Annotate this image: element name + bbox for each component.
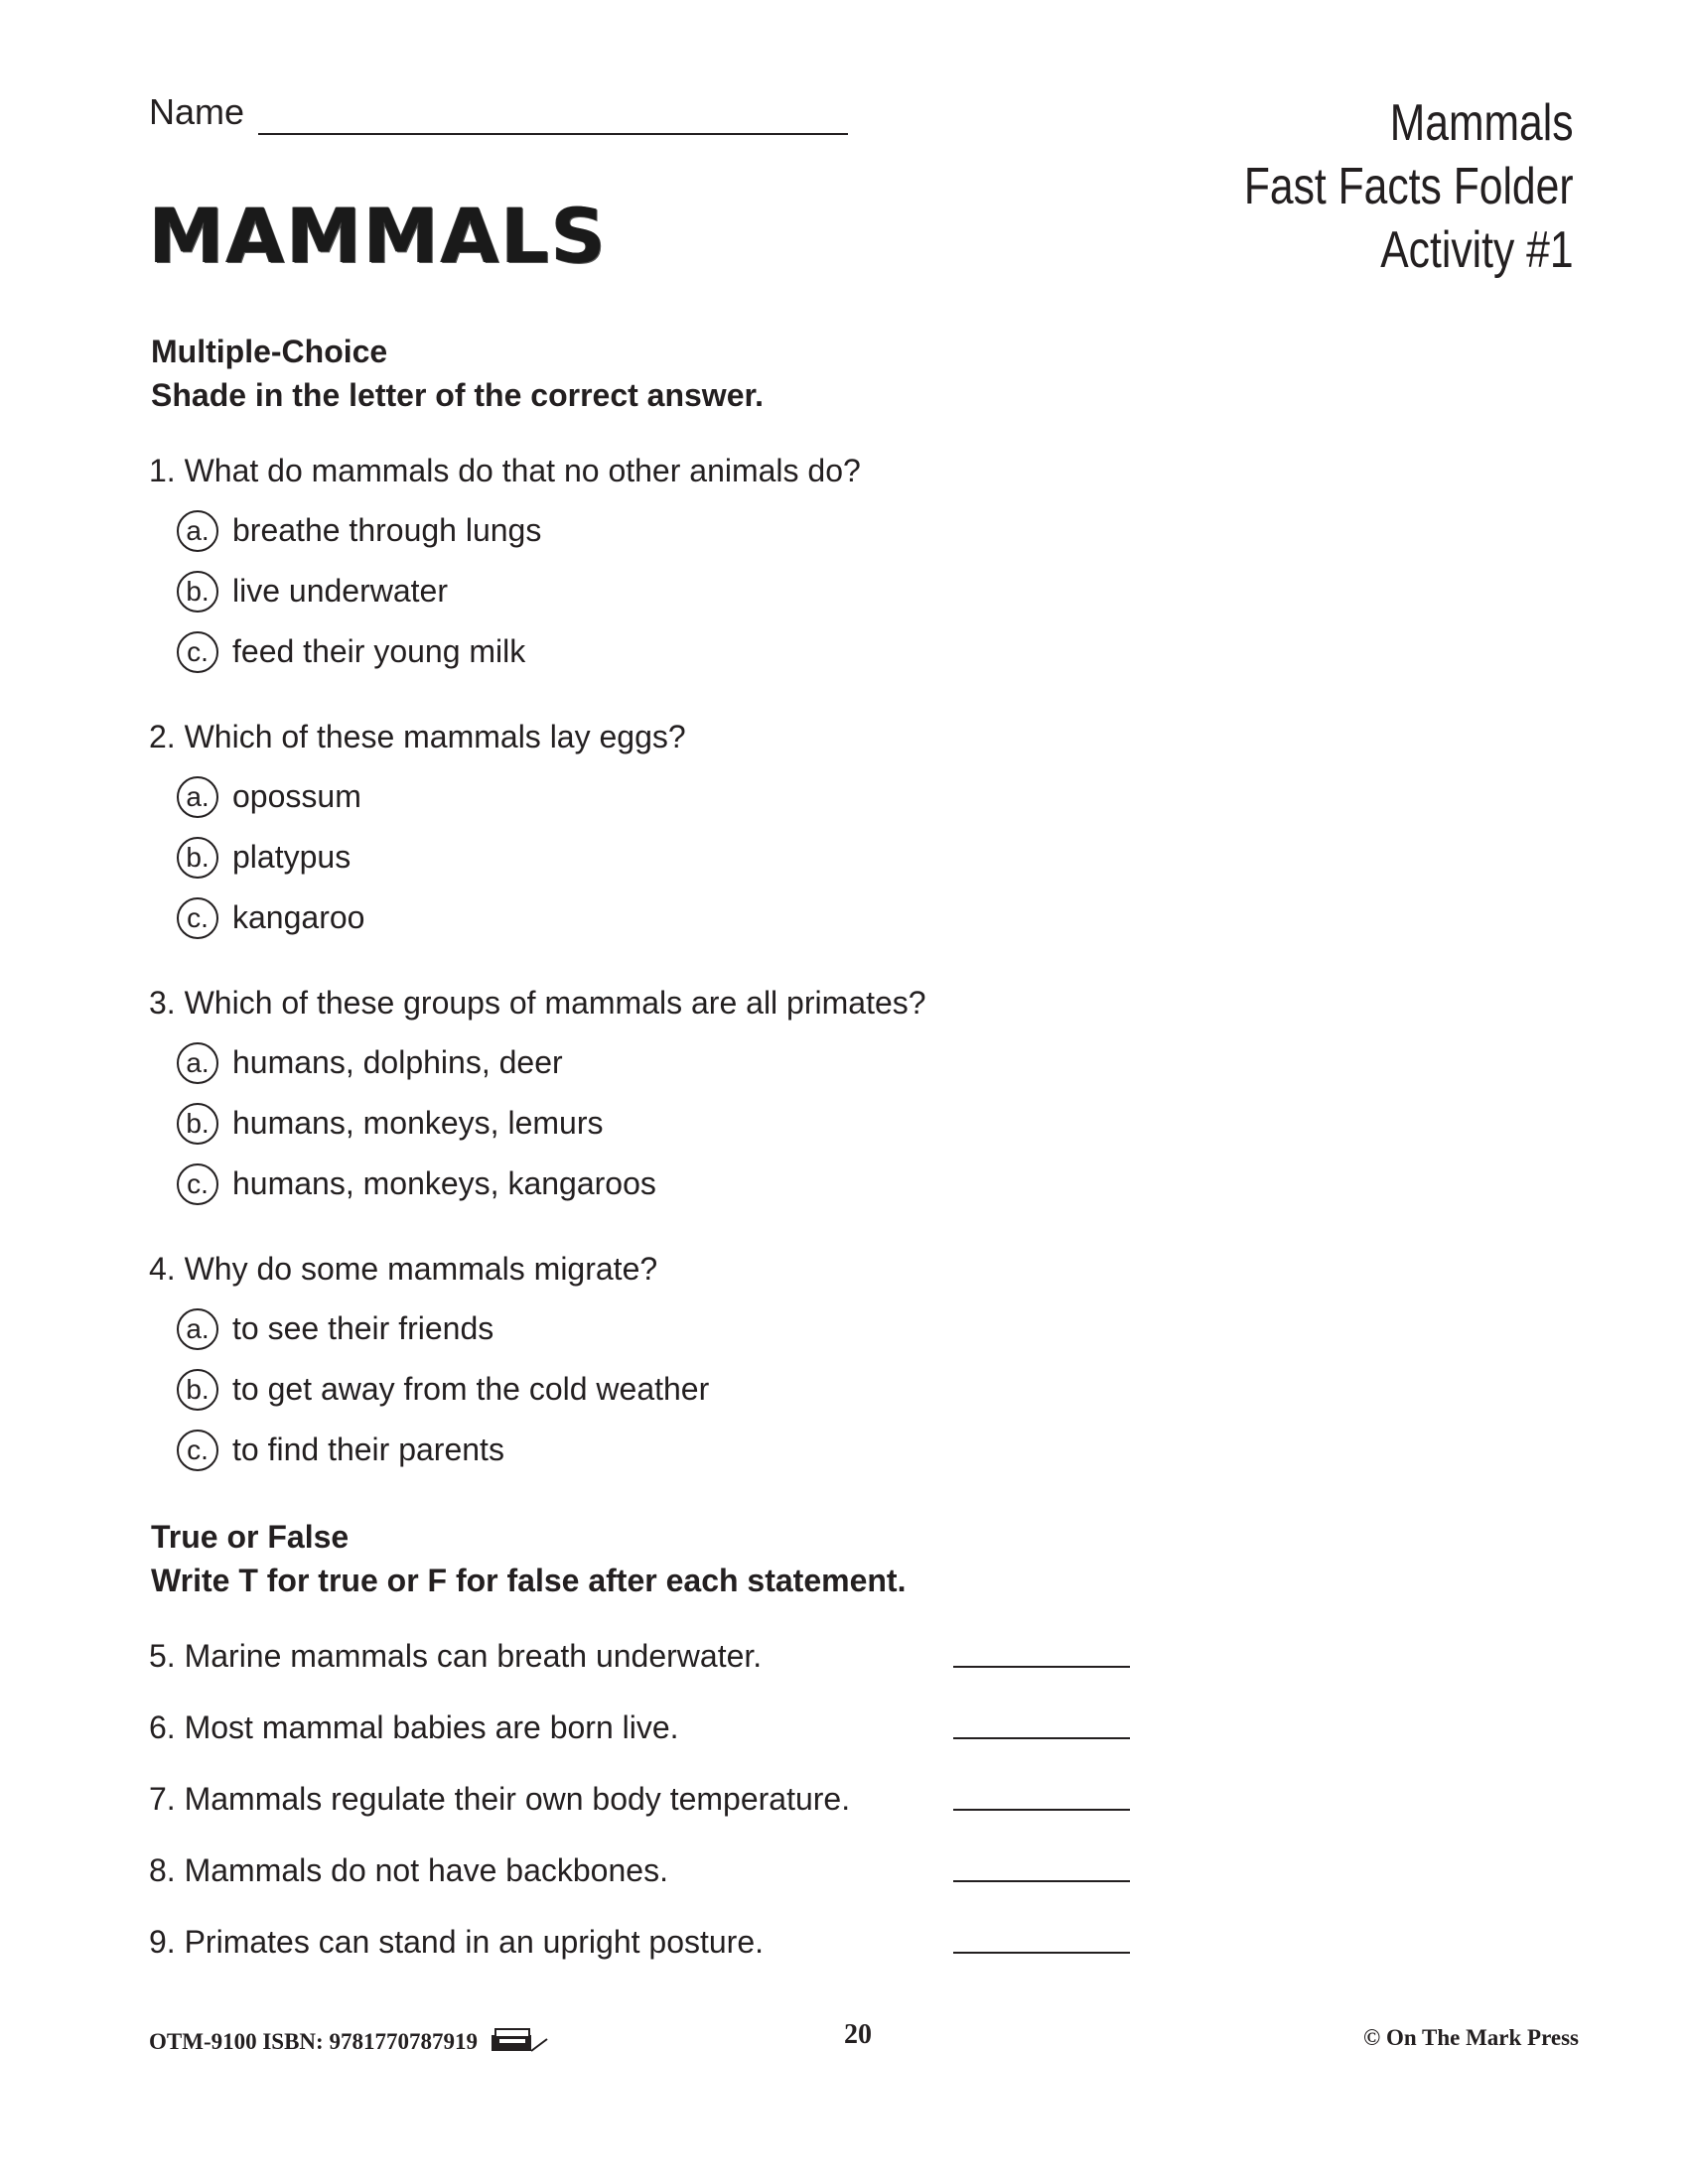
publisher-copyright: © On The Mark Press <box>1363 2025 1579 2050</box>
question-1: 1. What do mammals do that no other animals do? <box>149 453 861 488</box>
answer-bubble[interactable]: c. <box>177 897 218 939</box>
true-false-instruction: Write T for true or F for false after each statement. <box>151 1563 907 1598</box>
title-line-1: Mammals <box>1390 94 1574 152</box>
name-field-row <box>149 91 244 133</box>
multiple-choice-heading: Multiple-Choice <box>151 334 388 369</box>
answer-bubble[interactable]: b. <box>177 571 218 613</box>
option-text: opossum <box>232 778 361 814</box>
footer-catalog-info <box>149 2025 551 2061</box>
answer-bubble[interactable]: b. <box>177 1103 218 1145</box>
answer-blank-5[interactable] <box>953 1666 1130 1668</box>
question-3: 3. Which of these groups of mammals are all primates? <box>149 985 926 1021</box>
name-label: Name <box>149 91 245 132</box>
statement-7: 7. Mammals regulate their own body temperature. <box>149 1781 851 1817</box>
answer-blank-8[interactable] <box>953 1880 1130 1882</box>
option-text: to get away from the cold weather <box>232 1371 710 1407</box>
option-text: to see their friends <box>232 1310 494 1346</box>
answer-bubble[interactable]: b. <box>177 1369 218 1411</box>
multiple-choice-instruction: Shade in the letter of the correct answer. <box>151 377 765 413</box>
answer-bubble[interactable]: c. <box>177 631 218 673</box>
statement-5: 5. Marine mammals can breath underwater. <box>149 1638 763 1674</box>
answer-bubble[interactable]: b. <box>177 837 218 879</box>
option-text: humans, monkeys, lemurs <box>232 1105 604 1141</box>
statement-9: 9. Primates can stand in an upright posture. <box>149 1924 765 1960</box>
option-text: breathe through lungs <box>232 512 542 548</box>
option-text: kangaroo <box>232 899 365 935</box>
book-icon <box>490 2025 551 2061</box>
statement-8: 8. Mammals do not have backbones. <box>149 1852 668 1888</box>
option-text: live underwater <box>232 573 448 609</box>
answer-bubble[interactable]: a. <box>177 510 218 552</box>
answer-blank-6[interactable] <box>953 1737 1130 1739</box>
answer-bubble[interactable]: a. <box>177 1308 218 1350</box>
mammals-logo: MAMMALS <box>149 192 608 280</box>
true-false-section-heading <box>151 1515 906 1602</box>
option-text: to find their parents <box>232 1432 504 1467</box>
activity-title <box>1244 91 1574 282</box>
option-text: humans, dolphins, deer <box>232 1044 563 1080</box>
catalog-isbn-text: OTM-9100 ISBN: 9781770787919 <box>149 2029 478 2054</box>
title-line-3: Activity #1 <box>1380 221 1574 279</box>
answer-blank-7[interactable] <box>953 1809 1130 1811</box>
answer-blank-9[interactable] <box>953 1952 1130 1954</box>
page-number: 20 <box>844 2019 872 2050</box>
question-2: 2. Which of these mammals lay eggs? <box>149 719 686 754</box>
option-text: humans, monkeys, kangaroos <box>232 1165 656 1201</box>
question-4: 4. Why do some mammals migrate? <box>149 1251 658 1287</box>
name-write-line[interactable] <box>258 133 848 135</box>
option-text: feed their young milk <box>232 633 526 669</box>
answer-bubble[interactable]: a. <box>177 1042 218 1084</box>
multiple-choice-section-heading <box>151 330 764 417</box>
option-text: platypus <box>232 839 352 875</box>
true-false-heading: True or False <box>151 1519 350 1555</box>
statement-6: 6. Most mammal babies are born live. <box>149 1709 679 1745</box>
answer-bubble[interactable]: c. <box>177 1163 218 1205</box>
answer-bubble[interactable]: c. <box>177 1430 218 1471</box>
title-line-2: Fast Facts Folder <box>1244 158 1574 215</box>
answer-bubble[interactable]: a. <box>177 776 218 818</box>
